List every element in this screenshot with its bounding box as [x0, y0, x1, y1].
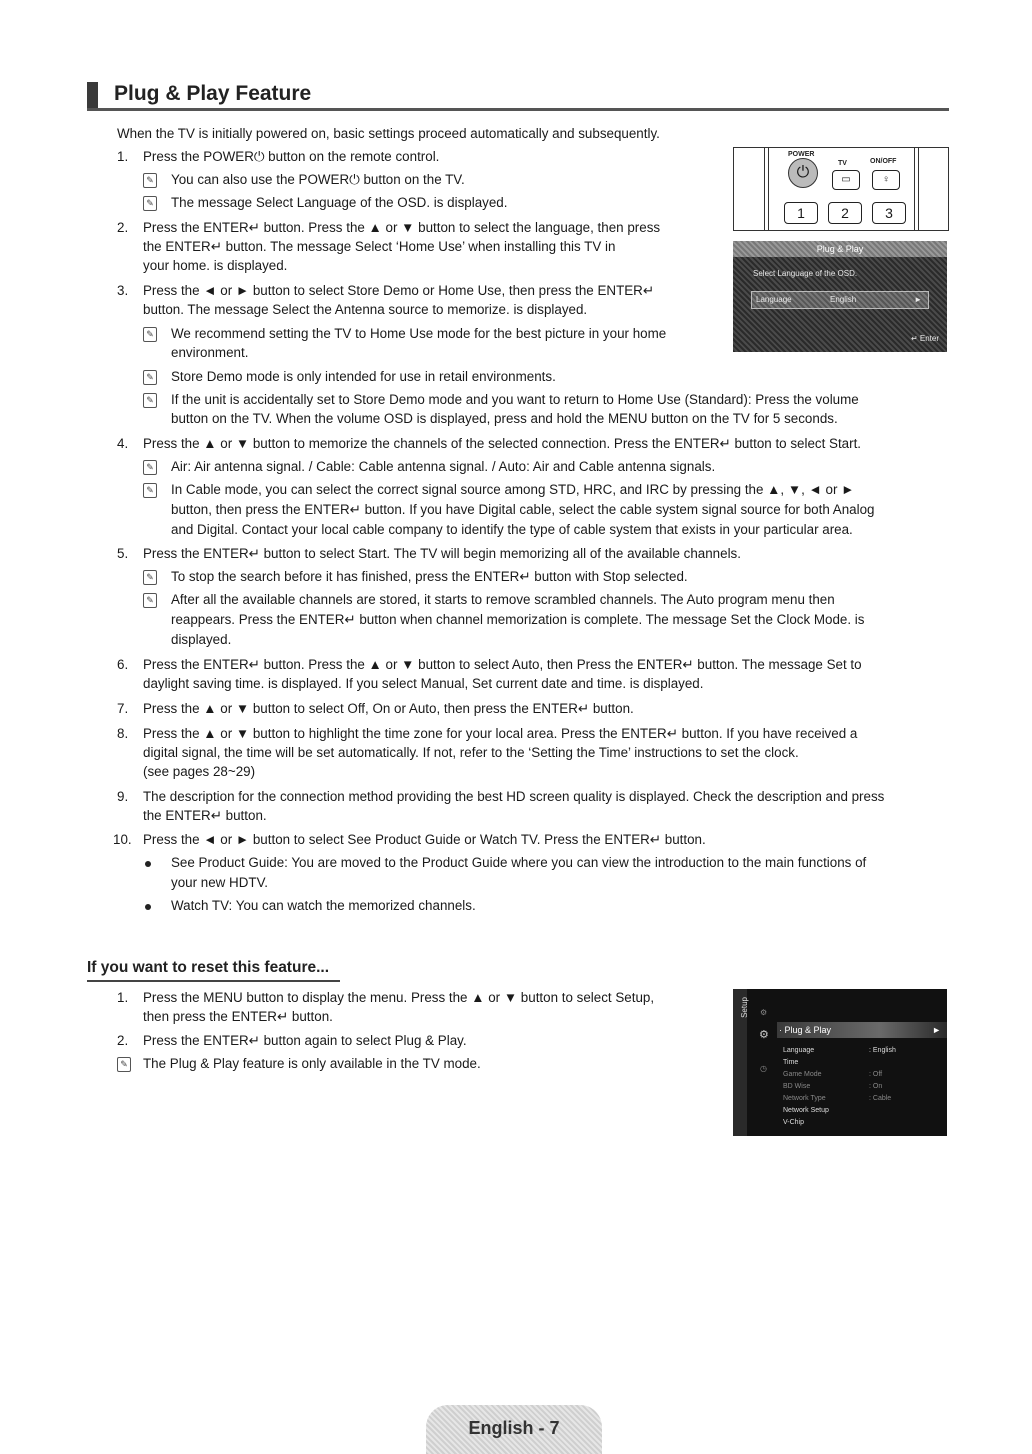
step-text: Press the ▲ or ▼ button to select Off, On or Auto, then press the ENTER↵ button.: [143, 701, 634, 716]
note-text: If the unit is accidentally set to Store Demo mode and you want to return to Home Use (Standard): Press the volume: [171, 392, 859, 407]
step-number: 8.: [117, 726, 129, 741]
note-text: We recommend setting the TV to Home Use mode for the best picture in your home: [171, 326, 667, 341]
memo-note-icon: ✎: [143, 173, 157, 188]
note-text: and Digital. Contact your local cable company to identify the type of cable system that exists in your particular area.: [171, 522, 853, 537]
memo-note-icon: ✎: [143, 327, 157, 342]
step-number: 9.: [117, 789, 129, 804]
osd-menu-value: : Off: [869, 1071, 883, 1078]
osd-selected-item: [777, 1022, 947, 1038]
power-button-icon: ⏻: [788, 158, 818, 188]
memo-note-icon: ✎: [143, 370, 157, 385]
note-text: reappears. Press the ENTER↵ button when channel memorization is complete. The message Set the Clock Mode. is: [171, 612, 865, 627]
onoff-label: ON/OFF: [870, 158, 897, 165]
osd-menu-value: : On: [869, 1083, 883, 1090]
remote-edge: [918, 148, 919, 230]
remote-edge: [914, 148, 915, 230]
osd-menu-item: Language: [783, 1047, 815, 1054]
step-text: your home. is displayed.: [143, 258, 288, 273]
bullet-dot: [145, 904, 151, 910]
osd-language-value: English: [830, 295, 857, 304]
note-text: The Plug & Play feature is only available in the TV mode.: [143, 1056, 481, 1071]
step-number: 5.: [117, 546, 129, 561]
tv-label: TV: [838, 160, 847, 167]
bullet-text: See Product Guide: You are moved to the Product Guide where you can view the introduction to the main functions of: [171, 855, 867, 870]
setup-menu-osd-screenshot: [733, 989, 947, 1136]
number-button-3: 3: [872, 202, 906, 224]
step-text: then press the ENTER↵ button.: [143, 1009, 333, 1024]
osd-header: Plug & Play: [733, 241, 947, 257]
bulb-button-icon: ♀: [872, 170, 900, 190]
note-text: After all the available channels are stored, it starts to remove scrambled channels. The Auto program menu then: [171, 592, 835, 607]
step-text: the ENTER↵ button. The message Select ‘Home Use’ when installing this TV in: [143, 239, 616, 254]
title-divider: [87, 108, 949, 111]
step-text: Press the ENTER↵ button. Press the ▲ or ▼ button to select the language, then press: [143, 220, 661, 235]
step-number: 2.: [117, 220, 129, 235]
setup-gear-icon: ⚙: [759, 1029, 769, 1041]
title-accent-bar: [87, 82, 98, 108]
step-text: Press the POWER⏻ button on the remote control.: [143, 149, 440, 164]
note-text: You can also use the POWER⏻ button on the TV.: [171, 172, 465, 187]
bullet-text: Watch TV: You can watch the memorized channels.: [171, 898, 476, 913]
step-text: Press the ENTER↵ button to select Start. The TV will begin memorizing all of the available channels.: [143, 546, 741, 561]
step-number: 6.: [117, 657, 129, 672]
step-text: daylight saving time. is displayed. If you select Manual, Set current date and time. is displayed.: [143, 676, 704, 691]
note-text: Air: Air antenna signal. / Cable: Cable antenna signal. / Auto: Air and Cable antenna signals.: [171, 459, 716, 474]
note-text: button on the TV. When the volume OSD is displayed, press and hold the MENU button on the TV for 5 seconds.: [171, 411, 838, 426]
step-number: 1.: [117, 990, 129, 1005]
osd-menu-item: Network Type: [783, 1095, 826, 1102]
osd-enter-hint: ↵ Enter: [910, 334, 939, 343]
step-text: Press the ENTER↵ button. Press the ▲ or ▼ button to select Auto, then Press the ENTER↵ button. The message Set to: [143, 657, 862, 672]
osd-side-tab: [733, 989, 747, 1136]
bullet-text: your new HDTV.: [171, 875, 268, 890]
osd-menu-value: : English: [869, 1047, 896, 1054]
osd-menu-value: : Cable: [869, 1095, 892, 1102]
note-text: The message Select Language of the OSD. is displayed.: [171, 195, 508, 210]
osd-menu-item: Game Mode: [783, 1071, 822, 1078]
osd-menu-item: Time: [783, 1059, 799, 1066]
remote-edge: [764, 148, 765, 230]
step-text: Press the ▲ or ▼ button to memorize the channels of the selected connection. Press the ENTER↵ button to select Start.: [143, 436, 862, 451]
page-footer: English - 7: [426, 1405, 602, 1454]
page-title: Plug & Play Feature: [114, 82, 312, 105]
reset-heading: If you want to reset this feature...: [87, 959, 330, 976]
step-number: 1.: [117, 149, 129, 164]
memo-note-icon: ✎: [143, 570, 157, 585]
note-text: In Cable mode, you can select the correct signal source among STD, HRC, and IRC by pressing the ▲, ▼, ◄ or ►: [171, 482, 855, 497]
remote-control-illustration: [733, 147, 949, 231]
plug-and-play-osd-screenshot: [733, 241, 947, 352]
gear-icon: ⚙: [760, 1008, 768, 1017]
osd-menu-item: V-Chip: [783, 1119, 805, 1126]
number-button-1: 1: [784, 202, 818, 224]
setup-tab-label: Setup: [740, 997, 749, 1018]
memo-note-icon: ✎: [117, 1057, 131, 1072]
note-text: environment.: [171, 345, 249, 360]
remote-edge: [768, 148, 769, 230]
note-text: Store Demo mode is only intended for use in retail environments.: [171, 369, 556, 384]
step-text: Press the ◄ or ► button to select Store Demo or Home Use, then press the ENTER↵: [143, 283, 655, 298]
reset-divider: [87, 980, 340, 982]
step-text: Press the ENTER↵ button again to select Plug & Play.: [143, 1033, 467, 1048]
step-number: 10.: [113, 832, 132, 847]
step-number: 2.: [117, 1033, 129, 1048]
step-text: (see pages 28~29): [143, 764, 256, 779]
number-button-2: 2: [828, 202, 862, 224]
step-number: 4.: [117, 436, 129, 451]
bullet-dot: [145, 861, 151, 867]
osd-selected-label: · Plug & Play: [779, 1025, 832, 1035]
step-text: Press the MENU button to display the menu. Press the ▲ or ▼ button to select Setup,: [143, 990, 655, 1005]
step-text: digital signal, the time will be set automatically. If not, refer to the ‘Setting the Time’ instructions to set the clock.: [143, 745, 799, 760]
clock-icon: ◷: [760, 1064, 767, 1073]
chevron-right-icon: ►: [914, 295, 922, 304]
note-text: To stop the search before it has finished, press the ENTER↵ button with Stop selected.: [171, 569, 688, 584]
memo-note-icon: ✎: [143, 593, 157, 608]
step-text: The description for the connection method providing the best HD screen quality is displayed. Check the description and press: [143, 789, 885, 804]
osd-language-row: [751, 291, 929, 309]
chevron-right-icon: ►: [932, 1025, 941, 1035]
note-text: displayed.: [171, 632, 232, 647]
intro-text: When the TV is initially powered on, basic settings proceed automatically and subsequently.: [117, 126, 660, 141]
step-text: Press the ▲ or ▼ button to highlight the time zone for your local area. Press the ENTER↵ button. If you have received a: [143, 726, 858, 741]
memo-note-icon: ✎: [143, 196, 157, 211]
power-label: POWER: [788, 151, 815, 158]
memo-note-icon: ✎: [143, 393, 157, 408]
memo-note-icon: ✎: [143, 483, 157, 498]
osd-language-label: Language: [756, 295, 792, 304]
note-text: button, then press the ENTER↵ button. If you have Digital cable, select the cable system signal source for both Analog: [171, 502, 875, 517]
step-text: the ENTER↵ button.: [143, 808, 267, 823]
step-text: button. The message Select the Antenna source to memorize. is displayed.: [143, 302, 588, 317]
step-text: Press the ◄ or ► button to select See Product Guide or Watch TV. Press the ENTER↵ button.: [143, 832, 706, 847]
step-number: 7.: [117, 701, 129, 716]
memo-note-icon: ✎: [143, 460, 157, 475]
osd-subtitle: Select Language of the OSD.: [753, 269, 858, 278]
step-number: 3.: [117, 283, 129, 298]
osd-menu-item: Network Setup: [783, 1107, 829, 1114]
tv-button-icon: ▭: [832, 170, 860, 190]
osd-menu-item: BD Wise: [783, 1083, 811, 1090]
